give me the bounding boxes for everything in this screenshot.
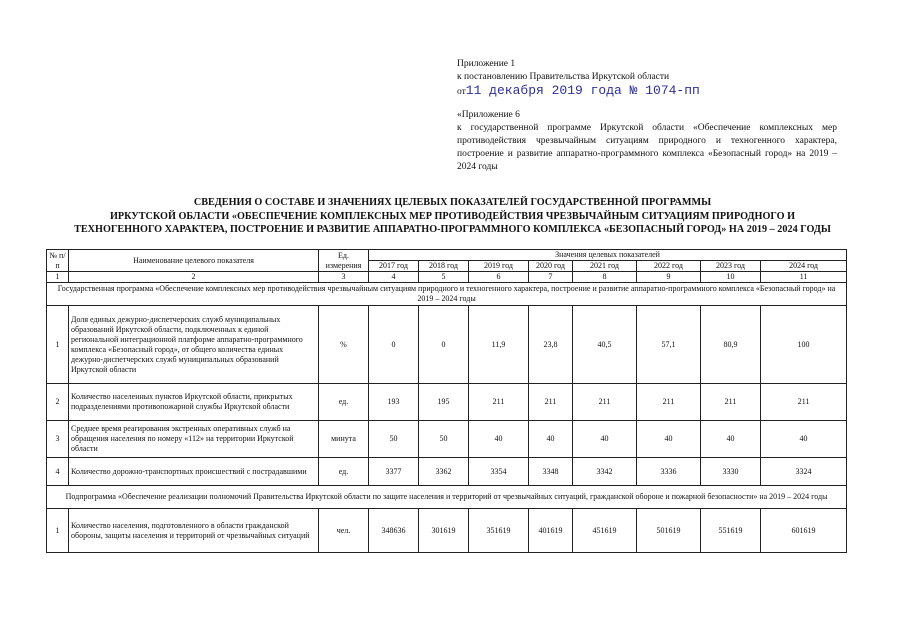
appendix-line-2: к постановлению Правительства Иркутской области — [457, 72, 670, 82]
indicator-name: Количество населенных пунктов Иркутской области, прикрытых подразделениями противопожарной службы Иркутской области — [69, 384, 319, 421]
header-name: Наименование целевого показателя — [69, 250, 319, 272]
table-row — [47, 306, 847, 384]
title-line-1: СВЕДЕНИЯ О СОСТАВЕ И ЗНАЧЕНИЯХ ЦЕЛЕВЫХ ПОКАЗАТЕЛЕЙ ГОСУДАРСТВЕННОЙ ПРОГРАММЫ — [193, 197, 712, 208]
indicator-value: 3342 — [573, 458, 637, 486]
indicator-value: 40 — [469, 421, 529, 458]
header-unit: Ед. измерения — [319, 250, 369, 272]
row-number: 1 — [47, 306, 69, 384]
indicator-name: Количество дорожно-транспортных происшествий с пострадавшими — [69, 458, 319, 486]
header-year: 2018 год — [419, 261, 469, 272]
indicator-value: 211 — [761, 384, 847, 421]
indicator-value: 211 — [529, 384, 573, 421]
indicator-value: 0 — [369, 306, 419, 384]
indicator-value: 211 — [573, 384, 637, 421]
indicator-unit: минута — [319, 421, 369, 458]
program-row-text: Государственная программа «Обеспечение комплексных мер противодействия чрезвычайным ситуациям природного и техногенного характера, построение и развитие аппаратно-программного комплекса «Безопасный город» на 2019 – 2024 годы — [47, 283, 847, 306]
subprogram-row — [47, 486, 847, 509]
row-number: 2 — [47, 384, 69, 421]
indicator-value: 40,5 — [573, 306, 637, 384]
appendix-line-1: Приложение 1 — [457, 59, 516, 69]
indicator-value: 50 — [369, 421, 419, 458]
table-row — [47, 384, 847, 421]
header-num: № п/п — [47, 250, 69, 272]
indicator-value: 40 — [637, 421, 701, 458]
indicator-value: 40 — [761, 421, 847, 458]
subprogram-row-text: Подпрограмма «Обеспечение реализации полномочий Правительства Иркутской области по защите населения и территорий от чрезвычайных ситуаций, гражданской обороне и пожарной безопасности» на 2019 – 2024 годы — [47, 486, 847, 509]
indicator-value: 3330 — [701, 458, 761, 486]
indicator-value: 3348 — [529, 458, 573, 486]
row-number: 3 — [47, 421, 69, 458]
indicator-value: 23,8 — [529, 306, 573, 384]
table-row — [47, 421, 847, 458]
document-title — [30, 196, 875, 237]
header-year: 2024 год — [761, 261, 847, 272]
indicator-value: 451619 — [573, 509, 637, 553]
indicator-value: 0 — [419, 306, 469, 384]
indicator-value: 40 — [573, 421, 637, 458]
indicator-value: 40 — [701, 421, 761, 458]
appendix-line-3 — [457, 84, 837, 99]
header-year: 2020 год — [529, 261, 573, 272]
row-number: 1 — [47, 509, 69, 553]
row-number: 4 — [47, 458, 69, 486]
column-number: 8 — [573, 272, 637, 283]
indicator-name: Количество населения, подготовленного в области гражданской обороны, защиты населения и территорий от чрезвычайных ситуаций — [69, 509, 319, 553]
column-number: 3 — [319, 272, 369, 283]
column-numbers-row — [47, 272, 847, 283]
indicator-value: 301619 — [419, 509, 469, 553]
column-number: 2 — [69, 272, 319, 283]
indicator-value: 100 — [761, 306, 847, 384]
indicator-unit: чел. — [319, 509, 369, 553]
column-number: 5 — [419, 272, 469, 283]
indicator-value: 3377 — [369, 458, 419, 486]
indicator-unit: ед. — [319, 384, 369, 421]
appendix-block — [457, 58, 837, 174]
column-number: 1 — [47, 272, 69, 283]
column-number: 9 — [637, 272, 701, 283]
indicator-value: 401619 — [529, 509, 573, 553]
column-number: 11 — [761, 272, 847, 283]
table-row — [47, 458, 847, 486]
column-number: 4 — [369, 272, 419, 283]
header-row-1 — [47, 250, 847, 261]
indicator-value: 11,9 — [469, 306, 529, 384]
appendix-date-prefix: от — [457, 87, 466, 97]
indicator-name: Среднее время реагирования экстренных оперативных служб на обращения населения по номеру «112» на территории Иркутской области — [69, 421, 319, 458]
indicator-value: 195 — [419, 384, 469, 421]
indicator-value: 40 — [529, 421, 573, 458]
table-row — [47, 509, 847, 553]
indicator-value: 80,9 — [701, 306, 761, 384]
indicator-value: 50 — [419, 421, 469, 458]
indicator-value: 351619 — [469, 509, 529, 553]
appendix-line-4: «Приложение 6 — [457, 110, 520, 120]
indicator-unit: % — [319, 306, 369, 384]
indicator-unit: ед. — [319, 458, 369, 486]
indicator-value: 501619 — [637, 509, 701, 553]
indicator-value: 211 — [701, 384, 761, 421]
indicators-table — [46, 249, 847, 553]
indicator-value: 211 — [637, 384, 701, 421]
column-number: 10 — [701, 272, 761, 283]
column-number: 7 — [529, 272, 573, 283]
header-year: 2019 год — [469, 261, 529, 272]
indicator-value: 3336 — [637, 458, 701, 486]
indicator-value: 551619 — [701, 509, 761, 553]
appendix-date-typed: 11 декабря 2019 года № 1074-пп — [465, 83, 700, 98]
appendix-line-5: к государственной программе Иркутской области «Обеспечение комплексных мер противодействия чрезвычайным ситуациям природного и техногенного характера, построение и развитие аппаратно-программного комплекса «Безопасный город» на 2019 – 2024 годы — [457, 123, 837, 172]
indicator-value: 348636 — [369, 509, 419, 553]
indicator-value: 57,1 — [637, 306, 701, 384]
indicator-value: 601619 — [761, 509, 847, 553]
header-values: Значения целевых показателей — [369, 250, 847, 261]
column-number: 6 — [469, 272, 529, 283]
header-year: 2017 год — [369, 261, 419, 272]
header-year: 2022 год — [637, 261, 701, 272]
indicator-value: 193 — [369, 384, 419, 421]
title-line-2: ИРКУТСКОЙ ОБЛАСТИ «ОБЕСПЕЧЕНИЕ КОМПЛЕКСНЫХ МЕР ПРОТИВОДЕЙСТВИЯ ЧРЕЗВЫЧАЙНЫМ СИТУАЦИЯМ ПРИРОДНОГО И — [109, 210, 796, 222]
program-row — [47, 283, 847, 306]
title-line-3: ТЕХНОГЕННОГО ХАРАКТЕРА, ПОСТРОЕНИЕ И РАЗВИТИЕ АППАРАТНО-ПРОГРАММНОГО КОМПЛЕКСА «БЕЗОПАСНЫЙ ГОРОД» НА 2019 – 2024 ГОДЫ — [74, 224, 831, 235]
indicator-value: 211 — [469, 384, 529, 421]
header-year: 2023 год — [701, 261, 761, 272]
indicator-name: Доля единых дежурно-диспетчерских служб муниципальных образований Иркутской области, подключенных к единой региональной интеграционной платформе аппаратно-программного комплекса «Безопасный город», от общего количества единых дежурно-диспетчерских служб муниципальных образований Иркутской области — [69, 306, 319, 384]
indicator-value: 3362 — [419, 458, 469, 486]
indicator-value: 3354 — [469, 458, 529, 486]
indicator-value: 3324 — [761, 458, 847, 486]
header-year: 2021 год — [573, 261, 637, 272]
